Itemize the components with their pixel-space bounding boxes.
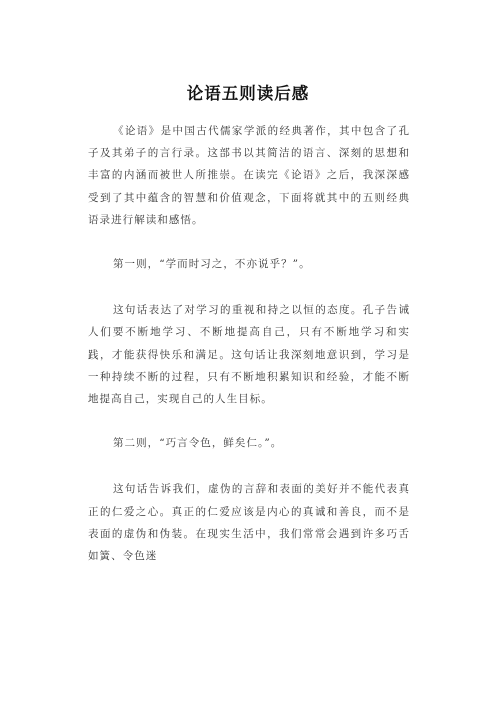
document-body [88, 120, 410, 589]
document-title: 论语五则读后感 [186, 84, 310, 103]
paragraph-intro: 《论语》是中国古代儒家学派的经典著作，其中包含了孔子及其弟子的言行录。这部书以其简洁的语言、深刻的思想和丰富的内涵而被世人所推崇。在读完《论语》之后，我深深感受到了其中蕴含的智慧和价值观念，下面将就其中的五则经典语录进行解读和感悟。 [88, 125, 410, 226]
paragraph-commentary-1: 这句话表达了对学习的重视和持之以恒的态度。孔子告诫人们要不断地学习、不断地提高自己，只有不断地学习和实践，才能获得快乐和满足。这句话让我深刻地意识到，学习是一种持续不断的过程，只有不断地积累知识和经验，才能不断地提高自己，实现自己的人生目标。 [88, 304, 410, 406]
paragraph-quote-2: 第二则，“巧言令色，鲜矣仁。”。 [113, 437, 283, 450]
paragraph-quote-1: 第一则，“学而时习之，不亦说乎？”。 [113, 258, 311, 271]
paragraph-commentary-2: 这句话告诉我们，虚伪的言辞和表面的美好并不能代表真正的仁爱之心。真正的仁爱应该是内心的真诚和善良，而不是表面的虚伪和伪装。在现实生活中，我们常常会遇到许多巧舌如簧、令色迷 [88, 483, 410, 563]
